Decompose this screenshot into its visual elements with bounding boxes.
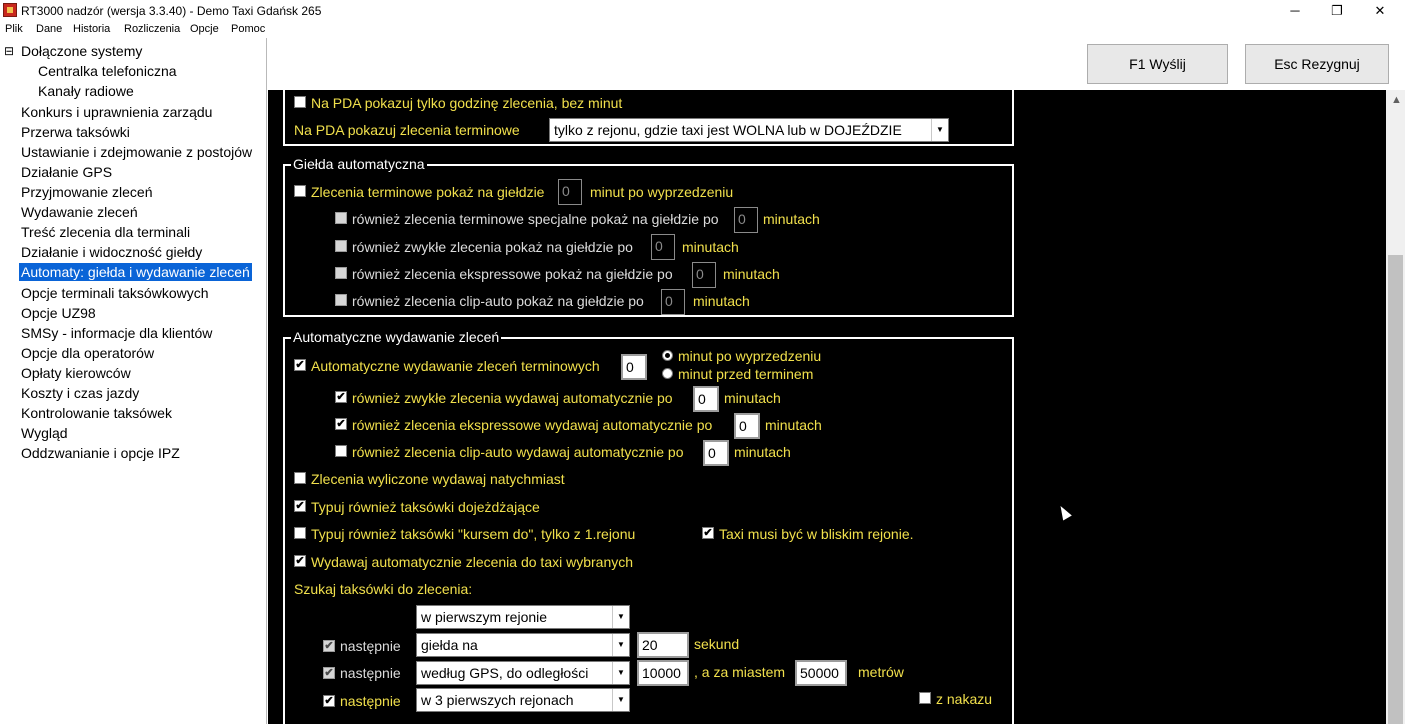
gielda-zwykle-checkbox[interactable] bbox=[335, 240, 347, 252]
menu-bar bbox=[0, 21, 270, 38]
auto-zwykle-suffix: minutach bbox=[724, 390, 781, 406]
maximize-button[interactable]: ❐ bbox=[1331, 3, 1343, 18]
gielda-ekspres-label: również zlecenia ekspressowe pokaż na giełdzie po bbox=[352, 266, 673, 282]
cancel-button[interactable]: Esc Rezygnuj bbox=[1245, 44, 1389, 84]
first-step-value: w pierwszym rejonie bbox=[421, 609, 548, 625]
tree-item-przyjmowanie[interactable]: Przyjmowanie zleceń bbox=[21, 184, 153, 200]
dojezdzajace-label: Typuj również taksówki dojeżdżające bbox=[311, 499, 540, 515]
gielda-clip-suffix: minutach bbox=[693, 293, 750, 309]
gielda-zwykle-input[interactable]: 0 bbox=[651, 234, 675, 260]
auto-ekspres-label: również zlecenia ekspressowe wydawaj automatycznie po bbox=[352, 417, 713, 433]
tree-item-tresc[interactable]: Treść zlecenia dla terminali bbox=[21, 224, 191, 240]
settings-panel bbox=[268, 90, 1386, 724]
title-bar bbox=[0, 0, 1405, 21]
auto-zwykle-checkbox[interactable]: ✔ bbox=[336, 391, 346, 403]
gielda-ekspres-suffix: minutach bbox=[723, 266, 780, 282]
gielda-specjalne-suffix: minutach bbox=[763, 211, 820, 227]
auto-main-checkbox[interactable]: ✔ bbox=[295, 359, 305, 371]
menu-rozliczenia[interactable]: Rozliczenia bbox=[124, 23, 181, 35]
tree-item-oplaty[interactable]: Opłaty kierowców bbox=[21, 365, 131, 381]
gielda-specjalne-label: również zlecenia terminowe specjalne pokaż na giełdzie po bbox=[352, 211, 719, 227]
auto-ekspres-suffix: minutach bbox=[765, 417, 822, 433]
step1-suffix: sekund bbox=[694, 636, 740, 652]
step1-nastepnie: następnie bbox=[340, 638, 401, 654]
wyliczone-checkbox[interactable] bbox=[294, 472, 306, 484]
tree-item-centralka[interactable]: Centralka telefoniczna bbox=[38, 63, 177, 79]
tree-item-kanaly[interactable]: Kanały radiowe bbox=[38, 83, 134, 99]
gielda-ekspres-input[interactable]: 0 bbox=[692, 262, 716, 288]
pda-show-term-value: tylko z rejonu, gdzie taxi jest WOLNA lub w DOJEŹDZIE bbox=[554, 122, 902, 138]
auto-clip-checkbox[interactable] bbox=[335, 445, 347, 457]
chevron-down-icon: ▼ bbox=[612, 606, 629, 628]
step1-checkbox[interactable]: ✔ bbox=[324, 640, 334, 652]
scroll-up-icon[interactable]: ▲ bbox=[1391, 94, 1402, 106]
pda-show-term-select[interactable] bbox=[549, 118, 949, 142]
auto-clip-label: również zlecenia clip-auto wydawaj automatycznie po bbox=[352, 444, 684, 460]
chevron-down-icon: ▼ bbox=[612, 634, 629, 656]
tree-item-smsy[interactable]: SMSy - informacje dla klientów bbox=[21, 325, 213, 341]
auto-zwykle-input[interactable]: 0 bbox=[693, 386, 719, 412]
menu-dane[interactable]: Dane bbox=[36, 23, 63, 35]
radio-po-wyprzedzeniu-label: minut po wyprzedzeniu bbox=[678, 348, 822, 364]
tree-item-konkurs[interactable]: Konkurs i uprawnienia zarządu bbox=[21, 104, 213, 120]
first-step-select[interactable] bbox=[416, 605, 630, 629]
gielda-main-suffix: minut po wyprzedzeniu bbox=[590, 184, 734, 200]
radio-po-wyprzedzeniu[interactable] bbox=[662, 350, 673, 361]
tree-item-wydawanie[interactable]: Wydawanie zleceń bbox=[21, 204, 138, 220]
tree-item-uz98[interactable]: Opcje UZ98 bbox=[21, 305, 96, 321]
send-button[interactable]: F1 Wyślij bbox=[1087, 44, 1228, 84]
tree-item-wyglad[interactable]: Wygląd bbox=[21, 425, 68, 441]
step2-suffix: metrów bbox=[858, 664, 904, 680]
bliski-rejon-label: Taxi musi być w bliskim rejonie. bbox=[719, 526, 914, 542]
auto-main-input[interactable]: 0 bbox=[621, 354, 647, 380]
auto-ekspres-input[interactable]: 0 bbox=[734, 413, 760, 439]
auto-ekspres-checkbox[interactable]: ✔ bbox=[336, 418, 346, 430]
auto-clip-suffix: minutach bbox=[734, 444, 791, 460]
tree-item-gielda[interactable]: Działanie i widoczność giełdy bbox=[21, 244, 203, 260]
radio-przed-terminem[interactable] bbox=[662, 368, 673, 379]
gielda-clip-label: również zlecenia clip-auto pokaż na giełdzie po bbox=[352, 293, 644, 309]
wybranych-label: Wydawaj automatycznie zlecenia do taxi wybranych bbox=[311, 554, 634, 570]
wybranych-checkbox[interactable]: ✔ bbox=[295, 555, 305, 567]
step1-value: giełda na bbox=[421, 637, 478, 653]
kursem-checkbox[interactable] bbox=[294, 527, 306, 539]
auto-legend: Automatyczne wydawanie zleceń bbox=[293, 329, 500, 345]
tree-item-postoje[interactable]: Ustawianie i zdejmowanie z postojów bbox=[21, 144, 253, 160]
gielda-clip-input[interactable]: 0 bbox=[661, 289, 685, 315]
tree-item-kontrolowanie[interactable]: Kontrolowanie taksówek bbox=[21, 405, 172, 421]
step1-seconds-input[interactable]: 20 bbox=[637, 632, 689, 658]
minimize-button[interactable]: ─ bbox=[1290, 3, 1300, 18]
window-title: RT3000 nadzór (wersja 3.3.40) - Demo Taxi Gdańsk 265 bbox=[21, 4, 322, 18]
radio-przed-terminem-label: minut przed terminem bbox=[678, 366, 814, 382]
gielda-legend: Giełda automatyczna bbox=[293, 156, 425, 172]
gielda-clip-checkbox[interactable] bbox=[335, 294, 347, 306]
bliski-rejon-checkbox[interactable]: ✔ bbox=[703, 527, 713, 539]
z-nakazu-checkbox[interactable] bbox=[919, 692, 931, 704]
tree-item-operatorzy[interactable]: Opcje dla operatorów bbox=[21, 345, 155, 361]
step3-nastepnie: następnie bbox=[340, 693, 401, 709]
step2-value: według GPS, do odległości bbox=[421, 665, 589, 681]
step2-nastepnie: następnie bbox=[340, 665, 401, 681]
step1-select[interactable] bbox=[416, 633, 630, 657]
gielda-ekspres-checkbox[interactable] bbox=[335, 267, 347, 279]
tree-item-koszty[interactable]: Koszty i czas jazdy bbox=[21, 385, 140, 401]
scroll-thumb[interactable] bbox=[1388, 255, 1403, 724]
step3-value: w 3 pierwszych rejonach bbox=[421, 692, 574, 708]
tree-item-przerwa[interactable]: Przerwa taksówki bbox=[21, 124, 130, 140]
step2-mid-label: , a za miastem bbox=[694, 664, 786, 680]
chevron-down-icon: ▼ bbox=[931, 119, 948, 141]
z-nakazu-label: z nakazu bbox=[936, 691, 993, 707]
step2-outside-city-input[interactable]: 50000 bbox=[795, 660, 847, 686]
auto-main-label: Automatyczne wydawanie zleceń terminowych bbox=[311, 358, 600, 374]
pda-show-term-label: Na PDA pokazuj zlecenia terminowe bbox=[294, 122, 520, 138]
menu-pomoc[interactable]: Pomoc bbox=[231, 23, 266, 35]
step2-select[interactable] bbox=[416, 661, 630, 685]
close-button[interactable]: ✕ bbox=[1374, 3, 1386, 18]
pda-only-hour-label: Na PDA pokazuj tylko godzinę zlecenia, bez minut bbox=[311, 95, 623, 111]
kursem-label: Typuj również taksówki "kursem do", tylko z 1.rejonu bbox=[311, 526, 636, 542]
tree-item-gps[interactable]: Działanie GPS bbox=[21, 164, 113, 180]
auto-clip-input[interactable]: 0 bbox=[703, 440, 729, 466]
gielda-zwykle-label: również zwykłe zlecenia pokaż na giełdzie po bbox=[352, 239, 633, 255]
step2-distance-input[interactable]: 10000 bbox=[637, 660, 689, 686]
gielda-specjalne-input[interactable]: 0 bbox=[734, 207, 758, 233]
szukaj-label: Szukaj taksówki do zlecenia: bbox=[294, 581, 473, 597]
gielda-main-input[interactable]: 0 bbox=[558, 179, 582, 205]
step2-checkbox[interactable]: ✔ bbox=[324, 667, 334, 679]
auto-zwykle-label: również zwykłe zlecenia wydawaj automatycznie po bbox=[352, 390, 673, 406]
tree-collapse-icon[interactable]: ⊟ bbox=[4, 44, 15, 58]
chevron-down-icon: ▼ bbox=[612, 689, 629, 711]
tree-item-oddzwanianie[interactable]: Oddzwanianie i opcje IPZ bbox=[21, 445, 180, 461]
app-icon bbox=[3, 3, 17, 17]
gielda-specjalne-checkbox[interactable] bbox=[335, 212, 347, 224]
gielda-zwykle-suffix: minutach bbox=[682, 239, 739, 255]
tree-item-dolaczone[interactable]: Dołączone systemy bbox=[21, 43, 143, 59]
tree-item-terminale[interactable]: Opcje terminali taksówkowych bbox=[21, 285, 209, 301]
settings-tree bbox=[0, 38, 267, 724]
dojezdzajace-checkbox[interactable]: ✔ bbox=[295, 500, 305, 512]
tree-item-automaty-selected[interactable]: Automaty: giełda i wydawanie zleceń bbox=[21, 264, 250, 280]
wyliczone-label: Zlecenia wyliczone wydawaj natychmiast bbox=[311, 471, 565, 487]
gielda-main-label: Zlecenia terminowe pokaż na giełdzie bbox=[311, 184, 545, 200]
chevron-down-icon: ▼ bbox=[612, 662, 629, 684]
step3-select[interactable] bbox=[416, 688, 630, 712]
menu-opcje[interactable]: Opcje bbox=[190, 23, 219, 35]
menu-historia[interactable]: Historia bbox=[73, 23, 111, 35]
toolbar bbox=[268, 38, 1405, 90]
gielda-main-checkbox[interactable] bbox=[294, 185, 306, 197]
vertical-scrollbar[interactable] bbox=[1386, 90, 1405, 724]
step3-checkbox[interactable]: ✔ bbox=[324, 695, 334, 707]
menu-plik[interactable]: Plik bbox=[5, 23, 23, 35]
pda-only-hour-checkbox[interactable] bbox=[294, 96, 306, 108]
